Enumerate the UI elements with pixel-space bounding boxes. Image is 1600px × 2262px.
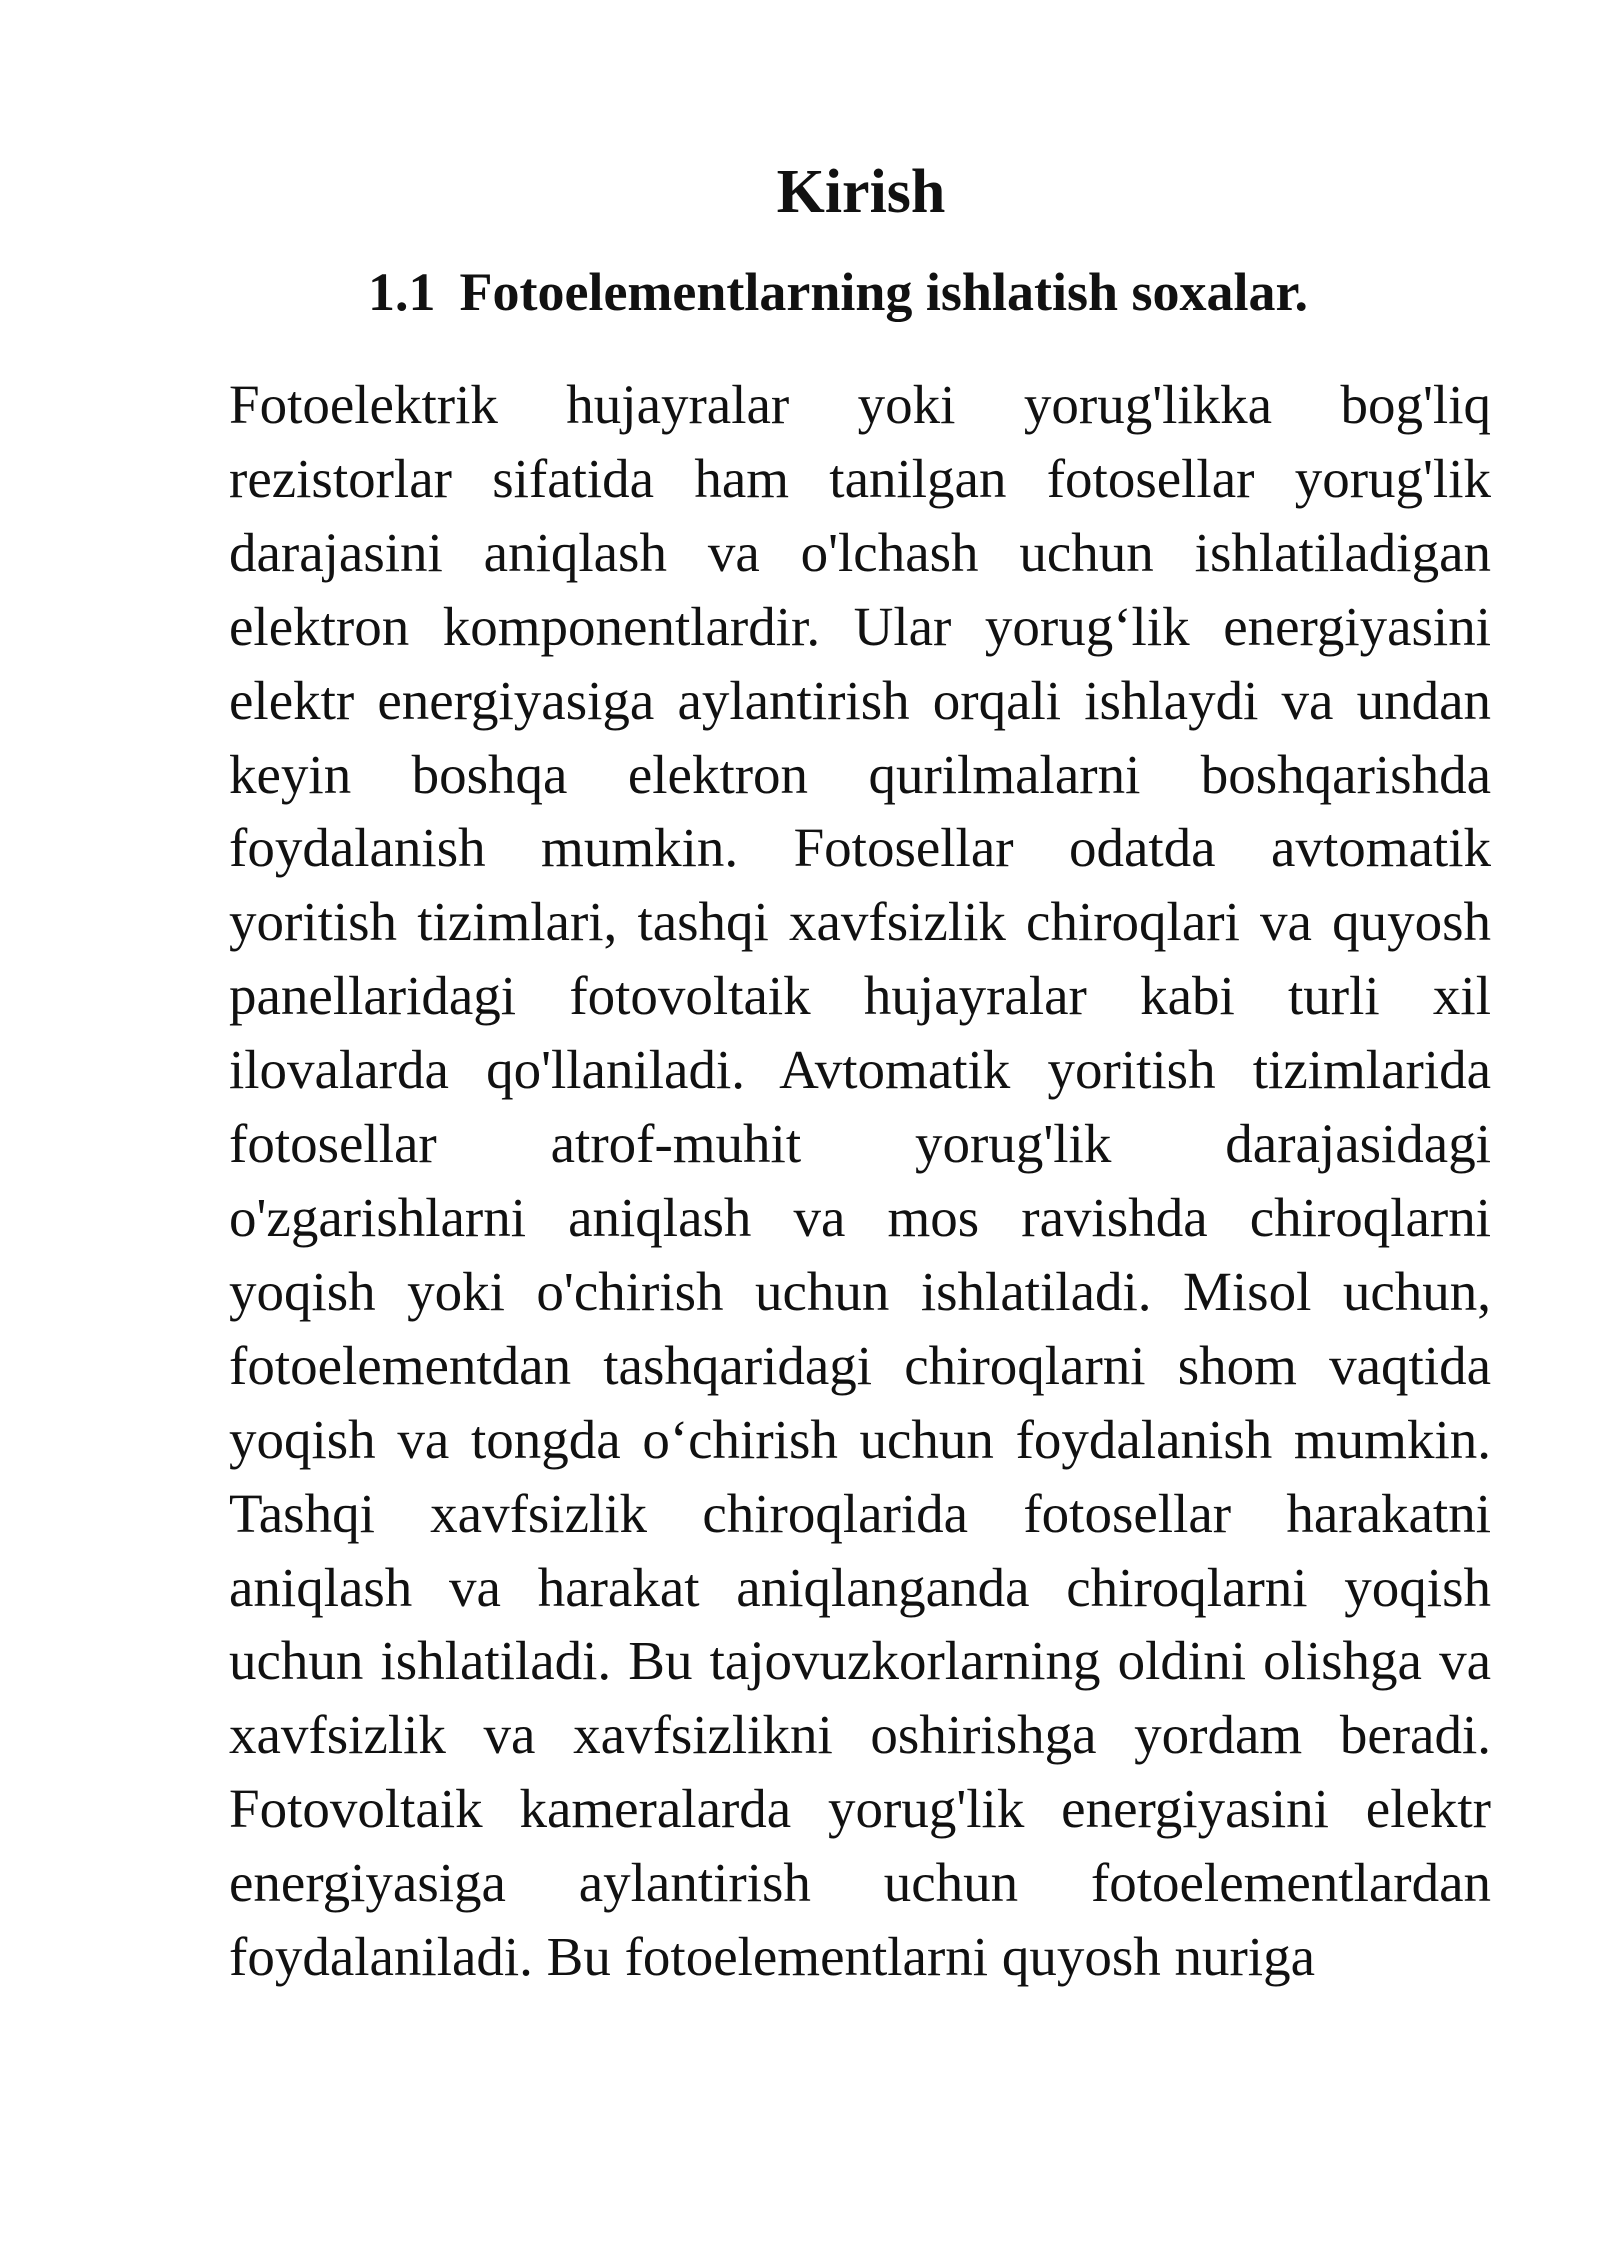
page-title: Kirish (776, 158, 946, 226)
section-number: 1.1 (368, 262, 436, 322)
section-heading-text: Fotoelementlarning ishlatish soxalar. (459, 262, 1309, 322)
body-paragraph: Fotoelektrik hujayralar yoki yorug'likka bog'liq rezistorlar sifatida ham tanilgan fotosellar yorug'lik darajasini aniqlash va o'lchash uchun ishlatiladigan elektron komponentlardir. Ular yorug‘lik energiyasini elektr energiyasiga aylantirish orqali ishlaydi va undan keyin boshqa elektron qurilmalarni boshqarishda foydalanish mumkin. Fotosellar odatda avtomatik yoritish tizimlari, tashqi xavfsizlik chiroqlari va quyosh panellaridagi fotovoltaik hujayralar kabi turli xil ilovalarda qo'llaniladi. Avtomatik yoritish tizimlarida fotosellar atrof-muhit yorug'lik darajasidagi o'zgarishlarni aniqlash va mos ravishda chiroqlarni yoqish yoki o'chirish uchun ishlatiladi. Misol uchun, fotoelementdan tashqaridagi chiroqlarni shom vaqtida yoqish va tongda o‘chirish uchun foydalanish mumkin. Tashqi xavfsizlik chiroqlarida fotosellar harakatni aniqlash va harakat aniqlanganda chiroqlarni yoqish uchun ishlatiladi. Bu tajovuzkorlarning oldini olishga va xavfsizlik va xavfsizlikni oshirishga yordam beradi. Fotovoltaik kameralarda yorug'lik energiyasini elektr energiyasiga aylantirish uchun fotoelementlardan foydalaniladi. Bu fotoelementlarni quyosh nuriga (229, 374, 1491, 1988)
section-heading (368, 252, 1308, 332)
